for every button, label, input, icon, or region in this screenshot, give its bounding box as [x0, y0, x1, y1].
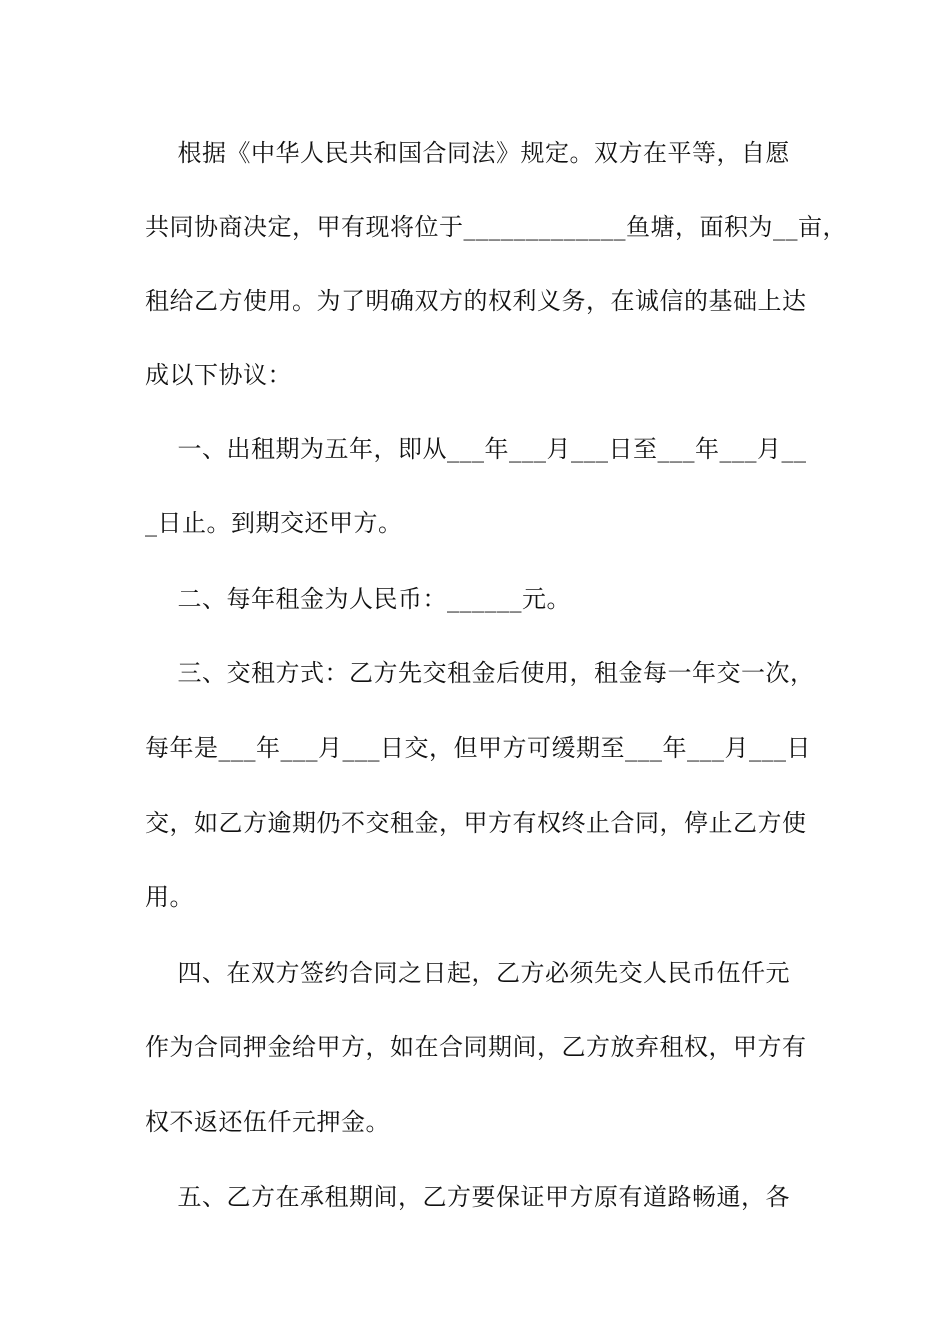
text-line: 根据《中华人民共和国合同法》规定。双方在平等，自愿 — [145, 139, 791, 167]
text-line: 每年是___年___月___日交，但甲方可缓期至___年___月___日 — [145, 734, 811, 762]
text-line: 三、交租方式：乙方先交租金后使用，租金每一年交一次， — [145, 659, 815, 687]
text-line: 五、乙方在承租期间，乙方要保证甲方原有道路畅通，各 — [145, 1183, 791, 1211]
text-line: 权不返还伍仟元押金。 — [145, 1108, 390, 1136]
text-line: 四、在双方签约合同之日起，乙方必须先交人民币伍仟元 — [145, 959, 791, 987]
text-line: 作为合同押金给甲方，如在合同期间，乙方放弃租权，甲方有 — [145, 1033, 807, 1061]
text-line: 共同协商决定，甲有现将位于_____________鱼塘，面积为__亩， — [145, 213, 847, 241]
text-line: 租给乙方使用。为了明确双方的权利义务，在诚信的基础上达 — [145, 287, 807, 315]
text-line: 一、出租期为五年，即从___年___月___日至___年___月__ — [145, 435, 807, 463]
text-line: _日止。到期交还甲方。 — [145, 509, 403, 537]
text-line: 成以下协议： — [145, 361, 292, 389]
text-line: 交，如乙方逾期仍不交租金，甲方有权终止合同，停止乙方使 — [145, 809, 807, 837]
text-line: 二、每年租金为人民币：______元。 — [145, 585, 572, 613]
text-line: 用。 — [145, 883, 194, 911]
